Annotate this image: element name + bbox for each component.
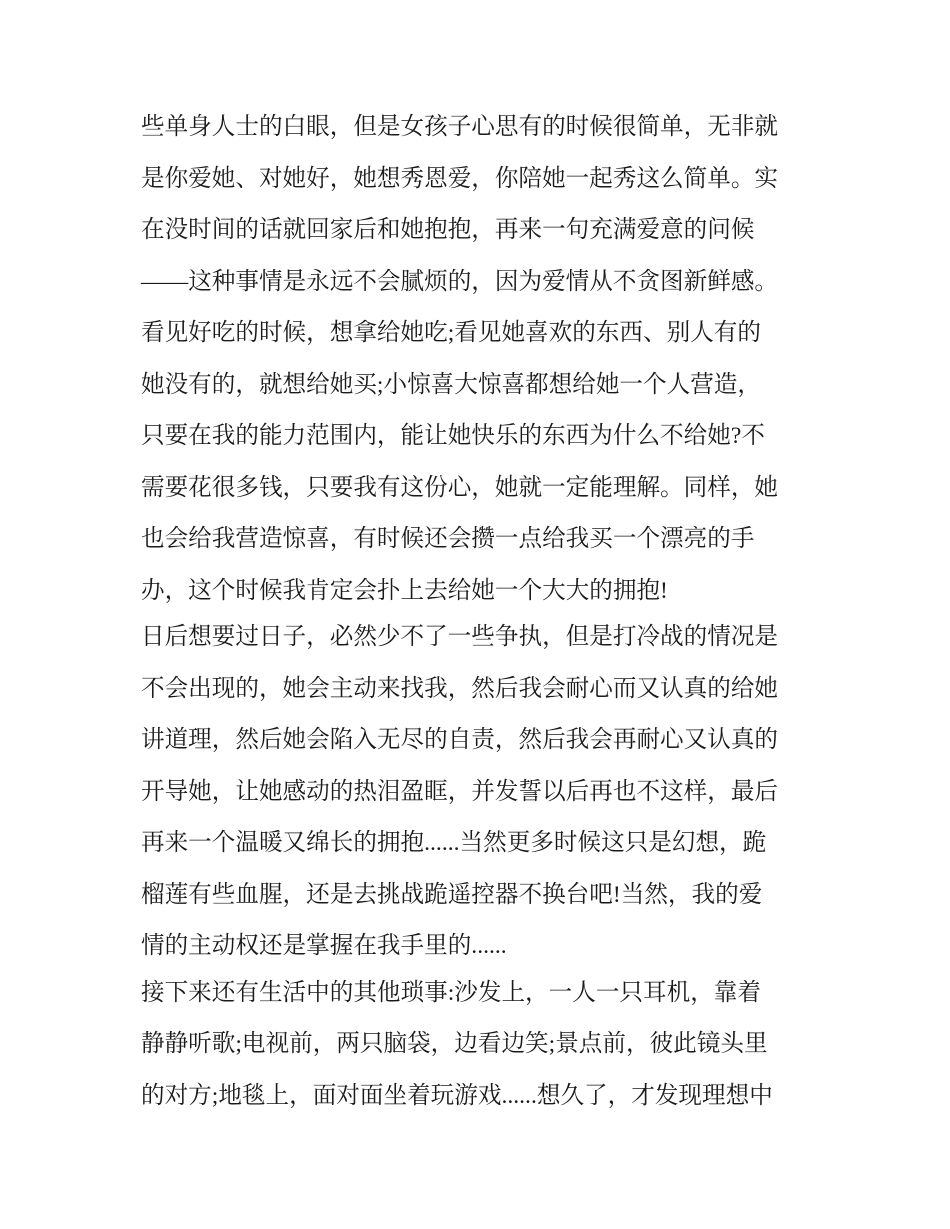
text-line: 些单身人士的白眼，但是女孩子心思有的时候很简单，无非就	[141, 114, 779, 140]
text-line: 日后想要过日子，必然少不了一些争执，但是打冷战的情况是	[141, 624, 779, 650]
text-line: 再来一个温暖又绵长的拥抱......当然更多时候这只是幻想，跪	[141, 830, 767, 856]
paragraph-3	[141, 968, 813, 1123]
text-line: 是你爱她、对她好，她想秀恩爱，你陪她一起秀这么简单。实	[141, 165, 779, 192]
body-text	[141, 102, 813, 1122]
text-line: 不会出现的，她会主动来找我，然后我会耐心而又认真的给她	[141, 675, 779, 702]
text-line: 静静听歌;电视前，两只脑袋，边看边笑;景点前，彼此镜头里	[141, 1031, 768, 1057]
text-line: 的对方;地毯上，面对面坐着玩游戏......想久了，才发现理想中	[141, 1082, 773, 1109]
text-line: 讲道理，然后她会陷入无尽的自责，然后我会再耐心又认真的	[141, 727, 779, 753]
text-line: 看见好吃的时候，想拿给她吃;看见她喜欢的东西、别人有的	[141, 320, 761, 346]
text-line: 榴莲有些血腥，还是去挑战跪遥控器不换台吧!当然，我的爱	[141, 881, 763, 908]
text-line: 在没时间的话就回家后和她抱抱，再来一句充满爱意的问候	[141, 217, 755, 243]
text-line: 也会给我营造惊喜，有时候还会攒一点给我买一个漂亮的手	[141, 526, 755, 552]
text-line: 办，这个时候我肯定会扑上去给她一个大大的拥抱!	[141, 577, 668, 604]
text-line: 接下来还有生活中的其他琐事:沙发上，一人一只耳机，靠着	[141, 979, 761, 1006]
paragraph-2	[141, 612, 813, 973]
text-line: 只要在我的能力范围内，能让她快乐的东西为什么不给她?不	[141, 423, 765, 449]
paragraph-1	[141, 102, 813, 617]
text-line: 她没有的，就想给她买;小惊喜大惊喜都想给她一个人营造，	[141, 371, 761, 398]
text-line: 情的主动权还是掌握在我手里的......	[141, 933, 507, 959]
text-line: ——这种事情是永远不会腻烦的，因为爱情从不贪图新鲜感。	[141, 268, 779, 295]
text-line: 需要花很多钱，只要我有这份心，她就一定能理解。同样，她	[141, 474, 779, 501]
text-line: 开导她，让她感动的热泪盈眶，并发誓以后再也不这样，最后	[141, 778, 779, 805]
